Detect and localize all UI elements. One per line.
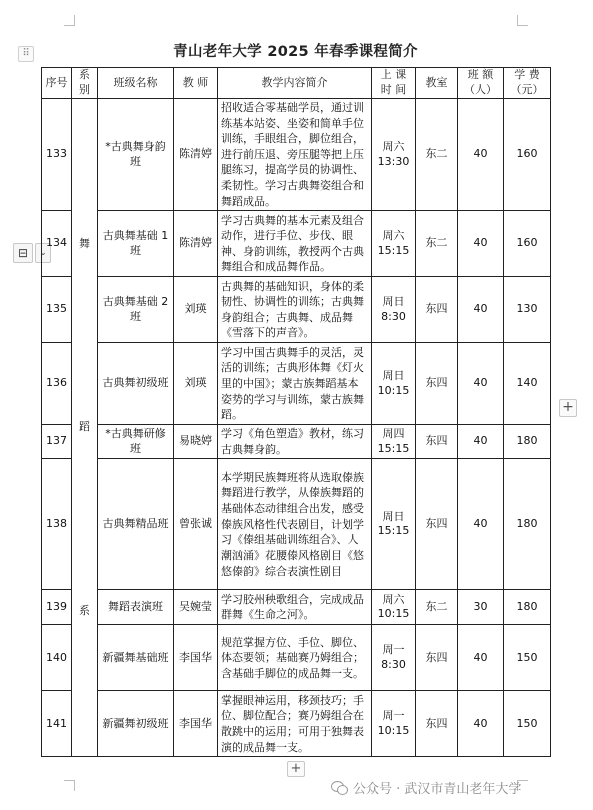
crop-mark-top-right — [517, 15, 528, 26]
row-time: 周日 10:15 — [372, 343, 416, 425]
row-room: 东二 — [416, 590, 458, 625]
row-content: 规范掌握方位、手位、脚位、体态要领；基础赛乃姆组合；含基础手脚位的成品舞一支。 — [218, 625, 372, 691]
table-row — [42, 625, 551, 691]
row-class-name: 古典舞基础 1 班 — [98, 211, 174, 277]
category-char: 蹈 — [79, 420, 90, 434]
row-class-name: 古典舞精品班 — [98, 459, 174, 590]
watermark-text: 公众号 · 武汉市青山老年大学 — [353, 781, 522, 797]
row-seats: 40 — [458, 425, 504, 459]
row-teacher: 刘瑛 — [174, 277, 218, 343]
row-no: 140 — [42, 625, 72, 691]
row-class-name: 新疆舞基础班 — [98, 625, 174, 691]
row-time: 周六 15:15 — [372, 211, 416, 277]
row-fee: 140 — [504, 343, 551, 425]
row-teacher: 陈清婷 — [174, 211, 218, 277]
row-seats: 40 — [458, 625, 504, 691]
row-room: 东四 — [416, 343, 458, 425]
row-seats: 40 — [458, 211, 504, 277]
row-class-name: 新疆舞初级班 — [98, 691, 174, 757]
watermark — [331, 777, 521, 797]
crop-mark-top-left — [64, 15, 75, 26]
row-fee: 130 — [504, 277, 551, 343]
row-seats: 40 — [458, 99, 504, 211]
course-table — [41, 67, 551, 757]
row-room: 东四 — [416, 625, 458, 691]
row-room: 东四 — [416, 459, 458, 590]
row-no: 135 — [42, 277, 72, 343]
row-content: 学习古典舞的基本元素及组合动作，进行手位、步伐、眼神、身韵训练，教授两个古典舞组合和成品舞作品。 — [218, 211, 372, 277]
row-teacher: 曾张诚 — [174, 459, 218, 590]
row-fee: 160 — [504, 99, 551, 211]
row-teacher: 李国华 — [174, 625, 218, 691]
table-layout-icon[interactable]: ⊟ — [13, 243, 33, 263]
header-fee: 学 费 （元） — [504, 68, 551, 99]
table-row — [42, 590, 551, 625]
row-teacher: 易晓婷 — [174, 425, 218, 459]
row-room: 东四 — [416, 277, 458, 343]
header-category: 系别 — [72, 68, 98, 99]
table-row — [42, 277, 551, 343]
row-no: 139 — [42, 590, 72, 625]
wechat-icon — [331, 780, 348, 794]
row-class-name: *古典舞研修班 — [98, 425, 174, 459]
row-seats: 40 — [458, 343, 504, 425]
row-room: 东二 — [416, 211, 458, 277]
row-fee: 180 — [504, 590, 551, 625]
row-time: 周日 15:15 — [372, 459, 416, 590]
row-seats: 30 — [458, 590, 504, 625]
row-no: 133 — [42, 99, 72, 211]
chevron-down-icon[interactable]: ⌄ — [35, 243, 51, 263]
row-class-name: 舞蹈表演班 — [98, 590, 174, 625]
table-row — [42, 691, 551, 757]
row-time: 周四 15:15 — [372, 425, 416, 459]
row-room: 东四 — [416, 425, 458, 459]
add-column-plus-icon[interactable]: + — [559, 399, 577, 417]
row-fee: 160 — [504, 211, 551, 277]
row-no: 134 — [42, 211, 72, 277]
row-room: 东四 — [416, 691, 458, 757]
row-seats: 40 — [458, 277, 504, 343]
row-no: 137 — [42, 425, 72, 459]
header-class-name: 班级名称 — [98, 68, 174, 99]
row-time: 周六 13:30 — [372, 99, 416, 211]
row-class-name: 古典舞基础 2 班 — [98, 277, 174, 343]
header-seats: 班 额 （人） — [458, 68, 504, 99]
header-teacher: 教 师 — [174, 68, 218, 99]
row-seats: 40 — [458, 459, 504, 590]
row-content: 学习中国古典舞手的灵活，灵活的训练；古典形体舞《灯火里的中国》；蒙古族舞蹈基本姿势的学习与训练，蒙古族舞蹈。 — [218, 343, 372, 425]
row-room: 东二 — [416, 99, 458, 211]
row-fee: 150 — [504, 691, 551, 757]
row-time: 周六 10:15 — [372, 590, 416, 625]
page-title: 青山老年大学 2025 年春季课程简介 — [173, 44, 418, 60]
row-teacher: 陈清婷 — [174, 99, 218, 211]
category-char: 系 — [79, 603, 90, 617]
crop-mark-bottom-left — [64, 780, 75, 791]
row-teacher: 刘瑛 — [174, 343, 218, 425]
add-row-plus-icon[interactable]: + — [287, 761, 305, 777]
row-class-name: *古典舞身韵班 — [98, 99, 174, 211]
row-class-name: 古典舞初级班 — [98, 343, 174, 425]
row-no: 136 — [42, 343, 72, 425]
row-fee: 180 — [504, 459, 551, 590]
table-row — [42, 425, 551, 459]
row-time: 周日 8:30 — [372, 277, 416, 343]
header-no: 序号 — [42, 68, 72, 99]
row-fee: 150 — [504, 625, 551, 691]
row-teacher: 吴婉莹 — [174, 590, 218, 625]
row-time: 周一 8:30 — [372, 625, 416, 691]
row-seats: 40 — [458, 691, 504, 757]
header-time: 上 课 时 间 — [372, 68, 416, 99]
header-room: 教室 — [416, 68, 458, 99]
row-content: 学习胶州秧歌组合，完成成品群舞《生命之河》。 — [218, 590, 372, 625]
category-char: 舞 — [79, 237, 90, 250]
table-row — [42, 211, 551, 277]
row-fee: 180 — [504, 425, 551, 459]
category-cell — [72, 99, 98, 757]
row-content: 古典舞的基础知识，身体的柔韧性、协调性的训练；古典舞身韵组合；古典舞、成品舞《雪落下的声音》。 — [218, 277, 372, 343]
row-time: 周一 10:15 — [372, 691, 416, 757]
header-content: 教学内容简介 — [218, 68, 372, 99]
row-content: 掌握眼神运用，移颈技巧；手位、脚位配合；赛乃姆组合在散跳中的运用；可用于独舞表演的成品舞一支。 — [218, 691, 372, 757]
row-content: 本学期民族舞班将从选取傣族舞蹈进行教学，从傣族舞蹈的基础体态动律组合出发，感受傣族风格性代表剧目，计划学习《傣组基础训练组合》、人潮汹涌》花腰傣风格剧目《悠悠傣韵》综合表演性剧目 — [218, 459, 372, 590]
row-no: 138 — [42, 459, 72, 590]
row-content: 学习《角色塑造》教材，练习古典舞身韵。 — [218, 425, 372, 459]
table-row — [42, 459, 551, 590]
row-teacher: 李国华 — [174, 691, 218, 757]
table-row — [42, 99, 551, 211]
row-content: 招收适合零基础学员，通过训练基本站姿、坐姿和简单手位训练，手眼组合，脚位组合，进行前压退、旁压腿等把上压腿练习，提高学员的协调性、柔韧性。学习古典舞姿组合和舞蹈成品。 — [218, 99, 372, 211]
header-row — [42, 68, 551, 99]
row-no: 141 — [42, 691, 72, 757]
move-handle-icon[interactable]: ⠿ — [18, 46, 34, 62]
table-row — [42, 343, 551, 425]
